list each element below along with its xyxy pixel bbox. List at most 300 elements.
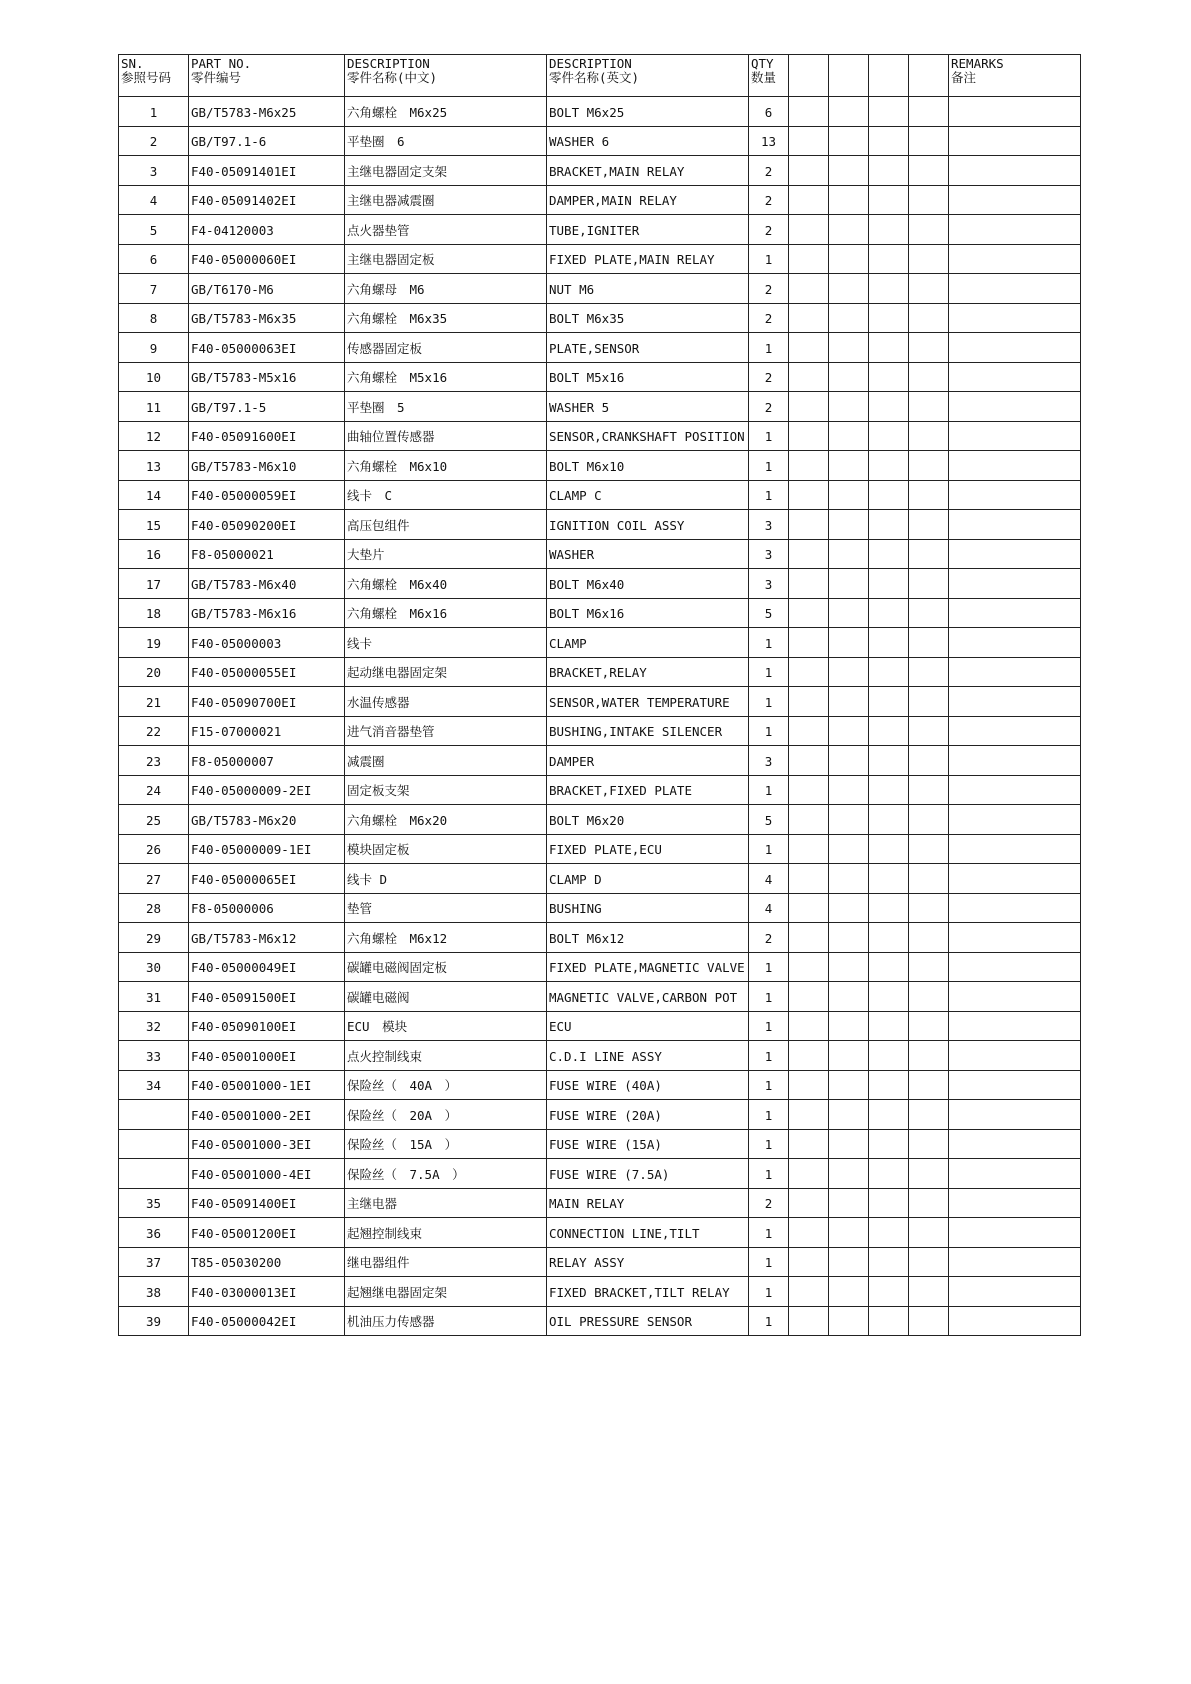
cell-blank-2 xyxy=(829,539,869,569)
cell-blank-1 xyxy=(789,1277,829,1307)
cell-blank-1 xyxy=(789,598,829,628)
cell-sn: 15 xyxy=(119,510,189,540)
cell-description-cn: 传感器固定板 xyxy=(345,333,547,363)
cell-sn: 22 xyxy=(119,716,189,746)
cell-description-cn: 主继电器固定支架 xyxy=(345,156,547,186)
cell-remarks xyxy=(949,982,1081,1012)
cell-part-no: F40-05000059EI xyxy=(189,480,345,510)
cell-blank-2 xyxy=(829,421,869,451)
cell-blank-2 xyxy=(829,185,869,215)
cell-qty: 2 xyxy=(749,362,789,392)
table-row xyxy=(119,510,1081,540)
cell-part-no: F40-05000065EI xyxy=(189,864,345,894)
cell-description-cn: 垫管 xyxy=(345,893,547,923)
table-row xyxy=(119,244,1081,274)
cell-blank-1 xyxy=(789,126,829,156)
cell-blank-4 xyxy=(909,657,949,687)
cell-blank-1 xyxy=(789,1041,829,1071)
cell-description-cn: 高压包组件 xyxy=(345,510,547,540)
cell-qty: 1 xyxy=(749,982,789,1012)
cell-qty: 1 xyxy=(749,1247,789,1277)
cell-blank-1 xyxy=(789,834,829,864)
cell-blank-3 xyxy=(869,657,909,687)
table-row xyxy=(119,1129,1081,1159)
cell-description-cn: 保险丝（ 40A ） xyxy=(345,1070,547,1100)
cell-blank-1 xyxy=(789,392,829,422)
cell-blank-4 xyxy=(909,480,949,510)
cell-blank-3 xyxy=(869,1129,909,1159)
cell-description-en: WASHER 5 xyxy=(547,392,749,422)
cell-blank-3 xyxy=(869,97,909,127)
cell-qty: 1 xyxy=(749,1218,789,1248)
table-header-row xyxy=(119,55,1081,97)
cell-blank-1 xyxy=(789,746,829,776)
cell-description-cn: 平垫圈 6 xyxy=(345,126,547,156)
cell-blank-3 xyxy=(869,362,909,392)
cell-description-en: ECU xyxy=(547,1011,749,1041)
cell-description-en: PLATE,SENSOR xyxy=(547,333,749,363)
cell-description-cn: 减震圈 xyxy=(345,746,547,776)
cell-blank-3 xyxy=(869,598,909,628)
cell-blank-3 xyxy=(869,1011,909,1041)
cell-blank-1 xyxy=(789,1188,829,1218)
cell-part-no: F40-05090200EI xyxy=(189,510,345,540)
cell-sn: 33 xyxy=(119,1041,189,1071)
cell-blank-1 xyxy=(789,480,829,510)
cell-blank-2 xyxy=(829,1011,869,1041)
table-row xyxy=(119,775,1081,805)
cell-blank-1 xyxy=(789,628,829,658)
cell-remarks xyxy=(949,392,1081,422)
cell-remarks xyxy=(949,952,1081,982)
cell-description-en: FUSE WIRE (40A) xyxy=(547,1070,749,1100)
cell-blank-2 xyxy=(829,480,869,510)
cell-part-no: F40-05090700EI xyxy=(189,687,345,717)
cell-remarks xyxy=(949,244,1081,274)
table-row xyxy=(119,215,1081,245)
cell-description-en: BOLT M6x40 xyxy=(547,569,749,599)
cell-description-en: SENSOR,WATER TEMPERATURE xyxy=(547,687,749,717)
cell-part-no: F40-05000042EI xyxy=(189,1306,345,1336)
cell-qty: 1 xyxy=(749,333,789,363)
cell-blank-4 xyxy=(909,1100,949,1130)
header-remarks: REMARKS 备注 xyxy=(949,55,1081,97)
table-row xyxy=(119,1306,1081,1336)
table-row xyxy=(119,569,1081,599)
cell-sn: 13 xyxy=(119,451,189,481)
cell-description-en: NUT M6 xyxy=(547,274,749,304)
cell-blank-3 xyxy=(869,864,909,894)
cell-part-no: F40-03000013EI xyxy=(189,1277,345,1307)
cell-blank-3 xyxy=(869,1218,909,1248)
cell-blank-4 xyxy=(909,1277,949,1307)
cell-blank-4 xyxy=(909,598,949,628)
cell-blank-1 xyxy=(789,1129,829,1159)
table-row xyxy=(119,1100,1081,1130)
cell-blank-1 xyxy=(789,657,829,687)
cell-description-en: BRACKET,FIXED PLATE xyxy=(547,775,749,805)
cell-blank-4 xyxy=(909,185,949,215)
cell-qty: 1 xyxy=(749,451,789,481)
cell-sn: 37 xyxy=(119,1247,189,1277)
cell-blank-2 xyxy=(829,1306,869,1336)
cell-description-cn: 六角螺栓 M5x16 xyxy=(345,362,547,392)
cell-blank-4 xyxy=(909,805,949,835)
cell-blank-1 xyxy=(789,215,829,245)
cell-blank-2 xyxy=(829,1277,869,1307)
cell-blank-2 xyxy=(829,244,869,274)
cell-blank-4 xyxy=(909,1041,949,1071)
cell-part-no: F40-05001000EI xyxy=(189,1041,345,1071)
cell-blank-4 xyxy=(909,510,949,540)
cell-description-cn: 线卡 xyxy=(345,628,547,658)
cell-blank-2 xyxy=(829,1247,869,1277)
cell-blank-1 xyxy=(789,451,829,481)
cell-blank-3 xyxy=(869,923,909,953)
cell-remarks xyxy=(949,775,1081,805)
cell-qty: 5 xyxy=(749,598,789,628)
cell-description-cn: 保险丝（ 7.5A ） xyxy=(345,1159,547,1189)
table-row xyxy=(119,805,1081,835)
cell-blank-2 xyxy=(829,893,869,923)
cell-sn xyxy=(119,1100,189,1130)
cell-description-cn: 机油压力传感器 xyxy=(345,1306,547,1336)
cell-blank-3 xyxy=(869,775,909,805)
cell-blank-1 xyxy=(789,1247,829,1277)
cell-description-cn: 平垫圈 5 xyxy=(345,392,547,422)
table-row xyxy=(119,480,1081,510)
cell-part-no: F15-07000021 xyxy=(189,716,345,746)
cell-sn: 36 xyxy=(119,1218,189,1248)
cell-description-en: BOLT M6x12 xyxy=(547,923,749,953)
cell-blank-2 xyxy=(829,1159,869,1189)
cell-qty: 3 xyxy=(749,746,789,776)
cell-qty: 3 xyxy=(749,569,789,599)
cell-part-no: F40-05000009-1EI xyxy=(189,834,345,864)
table-row xyxy=(119,185,1081,215)
cell-remarks xyxy=(949,628,1081,658)
cell-sn: 32 xyxy=(119,1011,189,1041)
cell-blank-4 xyxy=(909,1247,949,1277)
cell-blank-3 xyxy=(869,274,909,304)
cell-sn: 4 xyxy=(119,185,189,215)
cell-description-en: IGNITION COIL ASSY xyxy=(547,510,749,540)
table-row xyxy=(119,834,1081,864)
cell-blank-4 xyxy=(909,1218,949,1248)
cell-description-en: FUSE WIRE (15A) xyxy=(547,1129,749,1159)
cell-blank-4 xyxy=(909,274,949,304)
table-row xyxy=(119,864,1081,894)
cell-description-en: CLAMP C xyxy=(547,480,749,510)
cell-part-no: F40-05091400EI xyxy=(189,1188,345,1218)
cell-remarks xyxy=(949,215,1081,245)
cell-remarks xyxy=(949,1100,1081,1130)
cell-blank-4 xyxy=(909,392,949,422)
cell-qty: 2 xyxy=(749,1188,789,1218)
cell-description-en: CONNECTION LINE,TILT xyxy=(547,1218,749,1248)
cell-remarks xyxy=(949,569,1081,599)
cell-description-en: TUBE,IGNITER xyxy=(547,215,749,245)
cell-sn: 29 xyxy=(119,923,189,953)
cell-description-cn: 继电器组件 xyxy=(345,1247,547,1277)
cell-qty: 1 xyxy=(749,421,789,451)
cell-remarks xyxy=(949,1159,1081,1189)
cell-blank-4 xyxy=(909,244,949,274)
cell-description-cn: 线卡 D xyxy=(345,864,547,894)
cell-description-cn: 大垫片 xyxy=(345,539,547,569)
cell-blank-4 xyxy=(909,687,949,717)
cell-part-no: GB/T97.1-5 xyxy=(189,392,345,422)
cell-qty: 1 xyxy=(749,1159,789,1189)
table-row xyxy=(119,923,1081,953)
table-row xyxy=(119,1041,1081,1071)
cell-blank-4 xyxy=(909,864,949,894)
cell-blank-3 xyxy=(869,185,909,215)
cell-blank-1 xyxy=(789,893,829,923)
cell-description-cn: 模块固定板 xyxy=(345,834,547,864)
cell-blank-4 xyxy=(909,1159,949,1189)
cell-blank-1 xyxy=(789,97,829,127)
cell-blank-4 xyxy=(909,303,949,333)
cell-blank-4 xyxy=(909,982,949,1012)
cell-description-en: SENSOR,CRANKSHAFT POSITION xyxy=(547,421,749,451)
table-row xyxy=(119,598,1081,628)
cell-blank-4 xyxy=(909,362,949,392)
cell-qty: 3 xyxy=(749,539,789,569)
cell-qty: 1 xyxy=(749,1070,789,1100)
cell-qty: 1 xyxy=(749,480,789,510)
cell-blank-4 xyxy=(909,746,949,776)
cell-blank-3 xyxy=(869,421,909,451)
cell-blank-2 xyxy=(829,746,869,776)
cell-blank-2 xyxy=(829,1070,869,1100)
table-row xyxy=(119,746,1081,776)
cell-blank-2 xyxy=(829,1041,869,1071)
parts-list-table xyxy=(118,54,1081,1336)
cell-description-cn: 碳罐电磁阀固定板 xyxy=(345,952,547,982)
cell-sn: 39 xyxy=(119,1306,189,1336)
cell-remarks xyxy=(949,805,1081,835)
cell-remarks xyxy=(949,1247,1081,1277)
cell-blank-1 xyxy=(789,185,829,215)
cell-qty: 6 xyxy=(749,97,789,127)
cell-remarks xyxy=(949,746,1081,776)
cell-blank-3 xyxy=(869,1041,909,1071)
cell-description-en: FUSE WIRE (20A) xyxy=(547,1100,749,1130)
cell-blank-2 xyxy=(829,628,869,658)
cell-sn: 21 xyxy=(119,687,189,717)
cell-description-cn: 进气消音器垫管 xyxy=(345,716,547,746)
cell-qty: 1 xyxy=(749,1011,789,1041)
cell-blank-1 xyxy=(789,952,829,982)
cell-description-en: RELAY ASSY xyxy=(547,1247,749,1277)
cell-description-cn: 六角螺栓 M6x35 xyxy=(345,303,547,333)
header-part-no: PART NO. 零件编号 xyxy=(189,55,345,97)
cell-blank-2 xyxy=(829,274,869,304)
cell-description-cn: 保险丝（ 15A ） xyxy=(345,1129,547,1159)
cell-blank-2 xyxy=(829,923,869,953)
cell-description-en: FIXED BRACKET,TILT RELAY xyxy=(547,1277,749,1307)
cell-sn: 8 xyxy=(119,303,189,333)
table-row xyxy=(119,1247,1081,1277)
cell-blank-1 xyxy=(789,716,829,746)
cell-qty: 4 xyxy=(749,893,789,923)
cell-description-en: BOLT M6x20 xyxy=(547,805,749,835)
table-row xyxy=(119,716,1081,746)
cell-qty: 1 xyxy=(749,628,789,658)
cell-part-no: F40-05001000-1EI xyxy=(189,1070,345,1100)
cell-blank-3 xyxy=(869,1188,909,1218)
table-row xyxy=(119,421,1081,451)
cell-description-cn: 水温传感器 xyxy=(345,687,547,717)
cell-remarks xyxy=(949,893,1081,923)
cell-sn: 3 xyxy=(119,156,189,186)
cell-sn: 2 xyxy=(119,126,189,156)
cell-qty: 4 xyxy=(749,864,789,894)
cell-blank-2 xyxy=(829,126,869,156)
table-row xyxy=(119,97,1081,127)
cell-sn: 25 xyxy=(119,805,189,835)
cell-remarks xyxy=(949,185,1081,215)
cell-sn: 19 xyxy=(119,628,189,658)
table-row xyxy=(119,539,1081,569)
cell-qty: 1 xyxy=(749,1129,789,1159)
cell-qty: 3 xyxy=(749,510,789,540)
cell-qty: 5 xyxy=(749,805,789,835)
cell-description-cn: ECU 模块 xyxy=(345,1011,547,1041)
cell-remarks xyxy=(949,126,1081,156)
cell-qty: 2 xyxy=(749,923,789,953)
cell-part-no: F40-05001000-3EI xyxy=(189,1129,345,1159)
cell-remarks xyxy=(949,1011,1081,1041)
cell-blank-4 xyxy=(909,1011,949,1041)
cell-qty: 2 xyxy=(749,303,789,333)
cell-blank-3 xyxy=(869,392,909,422)
cell-blank-3 xyxy=(869,569,909,599)
cell-remarks xyxy=(949,480,1081,510)
cell-remarks xyxy=(949,303,1081,333)
cell-qty: 1 xyxy=(749,1100,789,1130)
cell-blank-3 xyxy=(869,215,909,245)
cell-qty: 1 xyxy=(749,657,789,687)
cell-blank-3 xyxy=(869,716,909,746)
cell-description-en: FIXED PLATE,ECU xyxy=(547,834,749,864)
cell-blank-2 xyxy=(829,864,869,894)
cell-description-en: DAMPER,MAIN RELAY xyxy=(547,185,749,215)
table-row xyxy=(119,1277,1081,1307)
cell-remarks xyxy=(949,274,1081,304)
cell-part-no: F8-05000006 xyxy=(189,893,345,923)
cell-qty: 1 xyxy=(749,952,789,982)
cell-remarks xyxy=(949,598,1081,628)
cell-description-en: BOLT M6x35 xyxy=(547,303,749,333)
cell-qty: 1 xyxy=(749,1306,789,1336)
cell-blank-2 xyxy=(829,97,869,127)
cell-blank-3 xyxy=(869,539,909,569)
table-row xyxy=(119,303,1081,333)
cell-blank-1 xyxy=(789,1011,829,1041)
table-row xyxy=(119,687,1081,717)
cell-sn: 6 xyxy=(119,244,189,274)
cell-sn: 34 xyxy=(119,1070,189,1100)
table-row xyxy=(119,362,1081,392)
cell-blank-4 xyxy=(909,126,949,156)
cell-sn: 18 xyxy=(119,598,189,628)
cell-description-en: WASHER 6 xyxy=(547,126,749,156)
cell-remarks xyxy=(949,716,1081,746)
cell-blank-2 xyxy=(829,451,869,481)
cell-blank-1 xyxy=(789,775,829,805)
cell-description-en: C.D.I LINE ASSY xyxy=(547,1041,749,1071)
cell-part-no: F40-05001000-2EI xyxy=(189,1100,345,1130)
cell-blank-1 xyxy=(789,1218,829,1248)
cell-description-en: MAGNETIC VALVE,CARBON POT xyxy=(547,982,749,1012)
cell-blank-4 xyxy=(909,628,949,658)
cell-blank-3 xyxy=(869,333,909,363)
cell-description-cn: 六角螺母 M6 xyxy=(345,274,547,304)
cell-part-no: GB/T5783-M5x16 xyxy=(189,362,345,392)
cell-blank-2 xyxy=(829,215,869,245)
cell-description-cn: 主继电器减震圈 xyxy=(345,185,547,215)
header-blank-3 xyxy=(869,55,909,97)
cell-blank-3 xyxy=(869,805,909,835)
cell-blank-4 xyxy=(909,775,949,805)
header-blank-2 xyxy=(829,55,869,97)
cell-part-no: GB/T5783-M6x35 xyxy=(189,303,345,333)
cell-blank-4 xyxy=(909,716,949,746)
cell-blank-1 xyxy=(789,864,829,894)
cell-description-en: FIXED PLATE,MAGNETIC VALVE xyxy=(547,952,749,982)
cell-blank-3 xyxy=(869,893,909,923)
cell-remarks xyxy=(949,451,1081,481)
cell-blank-3 xyxy=(869,746,909,776)
cell-blank-1 xyxy=(789,923,829,953)
cell-part-no: F40-05091401EI xyxy=(189,156,345,186)
cell-description-en: BOLT M5x16 xyxy=(547,362,749,392)
cell-sn: 24 xyxy=(119,775,189,805)
cell-blank-3 xyxy=(869,834,909,864)
cell-blank-2 xyxy=(829,834,869,864)
cell-part-no: GB/T6170-M6 xyxy=(189,274,345,304)
table-row xyxy=(119,1070,1081,1100)
cell-sn: 27 xyxy=(119,864,189,894)
cell-description-en: CLAMP D xyxy=(547,864,749,894)
header-description-cn: DESCRIPTION 零件名称(中文) xyxy=(345,55,547,97)
cell-sn: 12 xyxy=(119,421,189,451)
cell-blank-2 xyxy=(829,1129,869,1159)
cell-sn: 23 xyxy=(119,746,189,776)
cell-description-cn: 主继电器 xyxy=(345,1188,547,1218)
cell-sn: 17 xyxy=(119,569,189,599)
cell-blank-3 xyxy=(869,1306,909,1336)
cell-blank-2 xyxy=(829,657,869,687)
cell-blank-2 xyxy=(829,598,869,628)
cell-remarks xyxy=(949,657,1081,687)
cell-description-cn: 起动继电器固定架 xyxy=(345,657,547,687)
cell-remarks xyxy=(949,1041,1081,1071)
cell-description-en: BRACKET,MAIN RELAY xyxy=(547,156,749,186)
cell-blank-3 xyxy=(869,303,909,333)
cell-description-en: OIL PRESSURE SENSOR xyxy=(547,1306,749,1336)
cell-description-cn: 六角螺栓 M6x20 xyxy=(345,805,547,835)
cell-part-no: F40-05000055EI xyxy=(189,657,345,687)
cell-part-no: GB/T5783-M6x40 xyxy=(189,569,345,599)
cell-remarks xyxy=(949,1218,1081,1248)
cell-blank-2 xyxy=(829,805,869,835)
cell-qty: 2 xyxy=(749,215,789,245)
header-blank-1 xyxy=(789,55,829,97)
cell-part-no: T85-05030200 xyxy=(189,1247,345,1277)
